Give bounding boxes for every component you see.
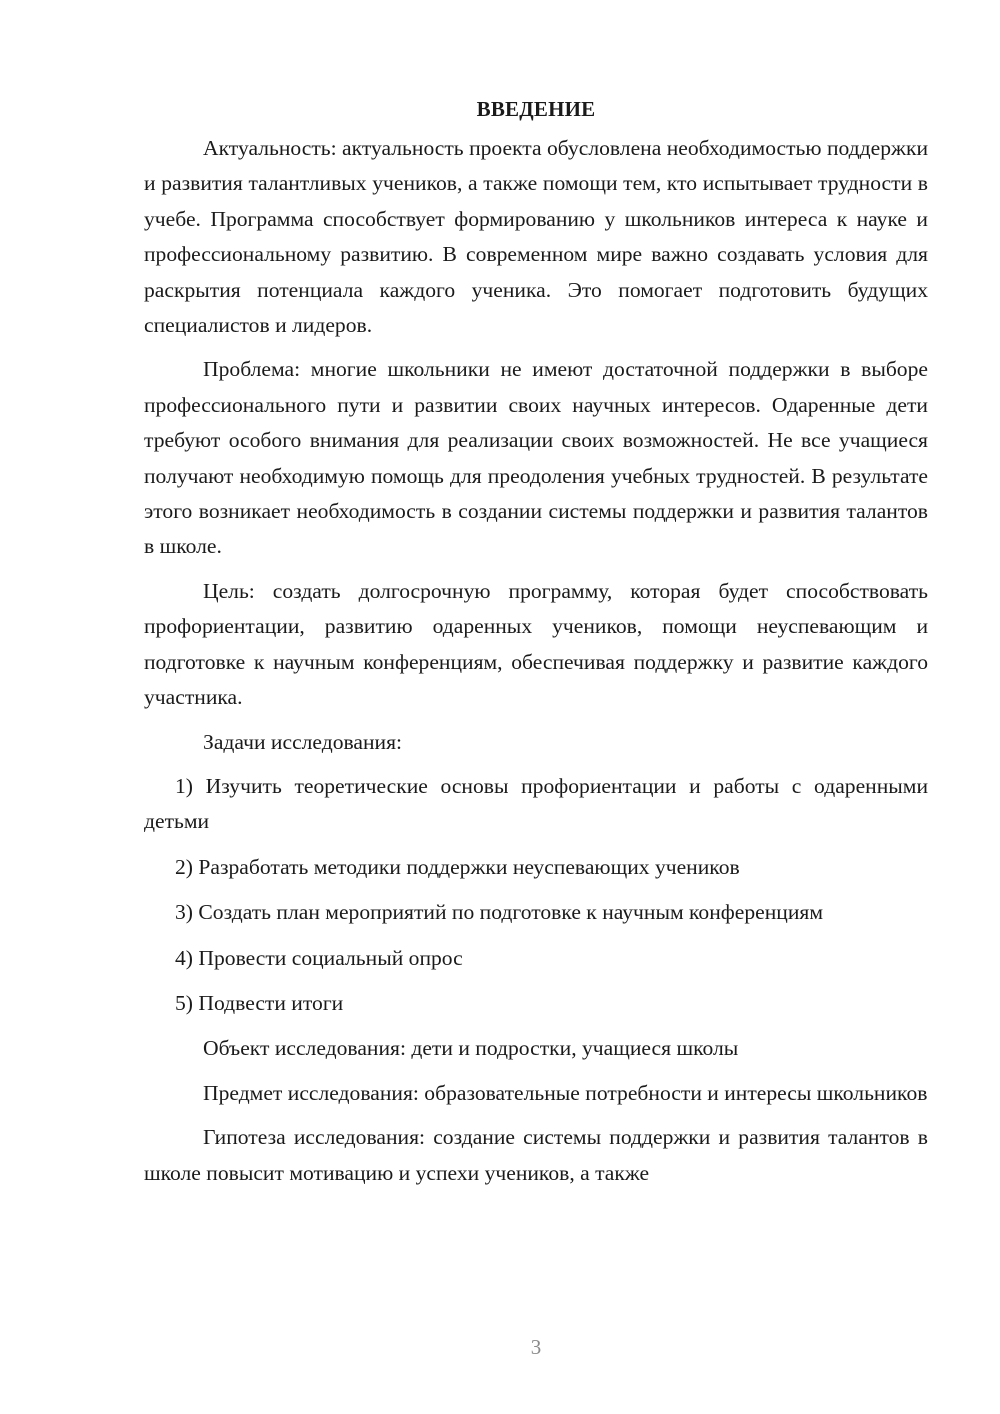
page-number: 3 [530, 1335, 542, 1359]
list-item: 2) Разработать методики поддержки неуспевающих учеников [175, 854, 740, 879]
paragraph-object: Объект исследования: дети и подростки, учащиеся школы [203, 1036, 739, 1061]
paragraph-subject: Предмет исследования: образовательные потребности и интересы школьников [203, 1080, 928, 1105]
list-item: 4) Провести социальный опрос [175, 945, 463, 970]
list-item: 3) Создать план мероприятий по подготовке к научным конференциям [175, 900, 823, 925]
section-title: ВВЕДЕНИЕ [476, 97, 596, 121]
paragraph-problem: Проблема: многие школьники не имеют достаточной поддержки в выборе профессионального пути и развитии своих научных интересов. Одаренные дети требуют особого внимания для реализации своих возможностей. Не все учащиеся получают необходимую помощь для преодоления учебных трудностей. В результате этого возникает необходимость в создании системы поддержки и развития талантов в школе. [144, 357, 928, 559]
document-page [144, 92, 928, 1200]
paragraph-hypothesis: Гипотеза исследования: создание системы поддержки и развития талантов в школе повысит мотивацию и успехи учеников, а также [144, 1125, 928, 1185]
list-item: 5) Подвести итоги [175, 990, 344, 1015]
tasks-heading: Задачи исследования: [203, 729, 403, 754]
list-item: 1) Изучить теоретические основы профориентации и работы с одаренными детьми [144, 773, 928, 834]
tasks-list [144, 769, 928, 1021]
paragraph-relevance: Актуальность: актуальность проекта обусловлена необходимостью поддержки и развития талантливых учеников, а также помощи тем, кто испытывает трудности в учебе. Программа способствует формированию у школьников интереса к науке и профессиональному развитию. В современном мире важно создавать условия для раскрытия потенциала каждого ученика. Это помогает подготовить будущих специалистов и лидеров. [144, 136, 928, 338]
paragraph-goal: Цель: создать долгосрочную программу, которая будет способствовать профориентации, развитию одаренных учеников, помощи неуспевающим и подготовке к научным конференциям, обеспечивая поддержку и развитие каждого участника. [144, 578, 928, 710]
